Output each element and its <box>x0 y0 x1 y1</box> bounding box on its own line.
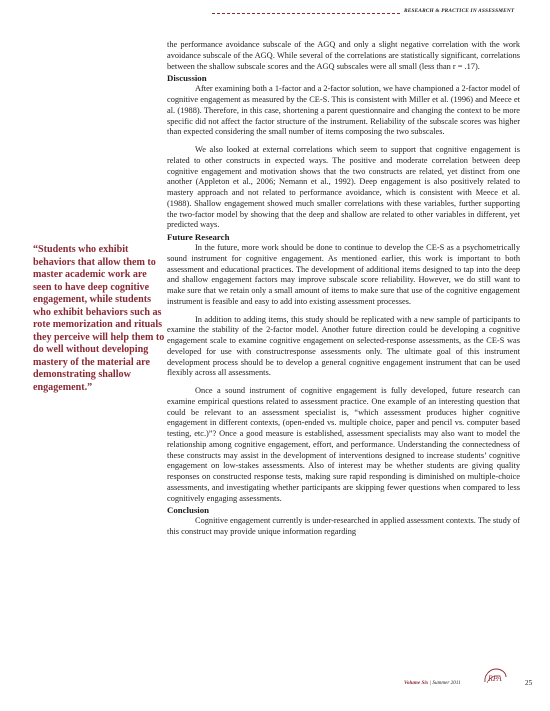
running-header: RESEARCH & PRACTICE IN ASSESSMENT <box>404 8 515 14</box>
future-research-heading: Future Research <box>167 232 230 242</box>
logo-lettering: RPA <box>488 674 502 683</box>
page-number: 25 <box>525 679 533 687</box>
intro-paragraph: the performance avoidance subscale of the AGQ and only a slight negative correlation with the work avoidance subscale of the AGQ. While several of the correlations are statistically significant, correlations between the shallow subscale scores and the AGQ subscales were all small (less than r = .17). <box>167 40 520 71</box>
future-research-paragraph-3: Once a sound instrument of cognitive engagement is fully developed, future research can examine empirical questions related to assessment practice. One example of an interesting question that could be relevant to an assessment specialist is, “which assessment produces higher cognitive engagement in different contexts, (open-ended vs. multiple choice, paper and pencil vs. computer based testing, etc.)”? Once a good measure is established, assessment specialists may also want to model the relationship among cognitive engagement, effort, and performance. Understanding the connectedness of these constructs may assist in the development of interventions designed to increase students’ cognitive engagement on low-stakes assessments. Also of interest may be whether students are giving quality responses on constructed response tests, making sure rapid responding is diminished on multiple-choice assessments, and investigating whether participants are skipping fewer questions when compared to less cognitively engaging assessments. <box>167 386 520 503</box>
conclusion-paragraph: Cognitive engagement currently is under-researched in applied assessment contexts. The study of this construct may provide unique information regarding <box>167 516 520 536</box>
discussion-heading: Discussion <box>167 73 207 84</box>
future-research-paragraph-1: In the future, more work should be done to continue to develop the CE-S as a psychometrically sound instrument for cognitive engagement. As mentioned earlier, this work is important to both assessment and educational practices. The development of additional items designed to tap into the deep and shallow engagement factors may improve subscale score reliability. However, we do still want to make sure that we retain only a small amount of items to make sure that use of the cognitive engagement instrument is feasible and easy to add into existing assessment processes. <box>167 243 520 306</box>
future-research-paragraph-2: In addition to adding items, this study should be replicated with a new sample of participants to examine the stability of the 2-factor model. Another future direction could be developing a cognitive engagement scale to examine cognitive engagement on selected-response assessments, as the CE-S was developed for use with constructresponse assessments only. The ultimate goal of this instrument development process should be to develop a general cognitive engagement instrument that can be used flexibly across all assessments. <box>167 314 520 378</box>
header-dashed-rule <box>212 13 400 14</box>
footer-volume: Volume Six <box>404 680 429 686</box>
rpa-logo-icon <box>482 666 508 686</box>
footer-issue: | Summer 2011 <box>428 680 461 686</box>
discussion-paragraph-1: After examining both a 1-factor and a 2-factor solution, we have championed a 2-factor model of cognitive engagement as measured by the CE-S. This is consistent with Miller et al. (1996) and Meece et al. (1988). Therefore, in this case, shortening a parent questionnaire and changing the context to be more specific did not affect the factor structure of the instrument. Reliability of the subscale scores was higher than expected considering the small number of items composing the two subscales. <box>167 84 520 137</box>
discussion-paragraph-2: We also looked at external correlations which seem to support that cognitive engagement is related to other constructs in expected ways. The positive and moderate correlation between deep cognitive engagement and motivation shows that the two constructs are related, yet distinct from one another (Appleton et al., 2006; Nemann et al., 1992). Deep engagement is also positively related to mastery approach and not related to performance avoidance, which is consistent with Meece et al. (1988). Shallow engagement showed much smaller correlations with these variables, further supporting the two-factor model by showing that the deep and shallow are related to other variables in different, yet predicted ways. <box>167 145 520 230</box>
main-text-column <box>167 40 520 538</box>
conclusion-heading: Conclusion <box>167 505 210 516</box>
pull-quote: “Students who exhibit behaviors that allow them to master academic work are seen to have deep cognitive engagement, while students who exhibit behaviors such as rote memorization and rituals they perceive will help them to do well without developing mastery of the material are demonstrating shallow engagement.” <box>33 244 165 393</box>
